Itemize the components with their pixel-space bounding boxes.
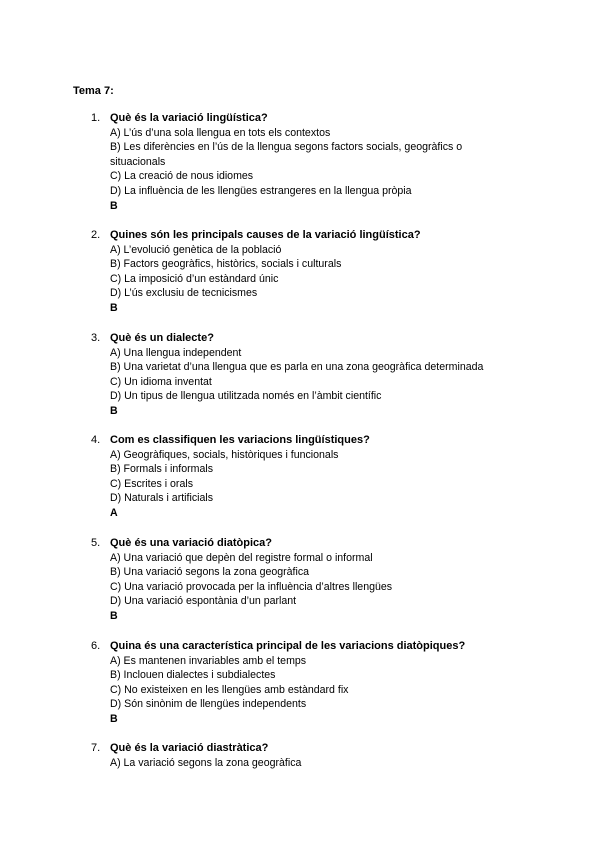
answer-key: B bbox=[110, 301, 118, 314]
option-list bbox=[110, 551, 490, 624]
option-list bbox=[110, 448, 490, 521]
question-text: Què és una variació diatòpica? bbox=[110, 537, 272, 549]
option-list bbox=[110, 126, 490, 214]
option-list bbox=[110, 243, 490, 316]
question-number: 6. bbox=[91, 640, 101, 652]
option-c: C) La creació de nous idiomes bbox=[110, 170, 254, 183]
option-b: B) Formals i informals bbox=[110, 463, 214, 476]
question-number: 7. bbox=[91, 742, 101, 754]
option-a: A) L’evolució genètica de la població bbox=[110, 243, 282, 256]
answer-key: B bbox=[110, 199, 118, 212]
question-text: Què és la variació lingüística? bbox=[110, 112, 268, 124]
option-b: B) Factors geogràfics, històrics, socials i culturals bbox=[110, 258, 342, 271]
option-d: D) Són sinònim de llengües independents bbox=[110, 698, 307, 711]
option-a: A) Geogràfiques, socials, històriques i funcionals bbox=[110, 448, 339, 461]
answer-key: B bbox=[110, 404, 118, 417]
option-d: D) Naturals i artificials bbox=[110, 492, 214, 505]
option-b: B) Les diferències en l’ús de la llengua segons factors socials, geogràfics o situacionals bbox=[110, 141, 463, 168]
option-a: A) La variació segons la zona geogràfica bbox=[110, 756, 302, 769]
option-a: A) Una llengua independent bbox=[110, 346, 242, 359]
option-d: D) La influència de les llengües estrangeres en la llengua pròpia bbox=[110, 184, 412, 197]
option-d: D) L’ús exclusiu de tecnicismes bbox=[110, 287, 258, 300]
option-a: A) Una variació que depèn del registre formal o informal bbox=[110, 551, 373, 564]
option-list bbox=[110, 346, 490, 419]
option-list bbox=[110, 654, 490, 727]
question-text: Com es classifiquen les variacions lingüístiques? bbox=[110, 434, 370, 446]
question-text: Quina és una característica principal de les variacions diatòpiques? bbox=[110, 640, 466, 652]
option-list bbox=[110, 756, 490, 771]
option-c: C) Una variació provocada per la influència d’altres llengües bbox=[110, 580, 393, 593]
question-number: 1. bbox=[91, 112, 101, 124]
option-d: D) Una variació espontània d’un parlant bbox=[110, 595, 297, 608]
question-text: Què és la variació diastràtica? bbox=[110, 742, 269, 754]
option-b: B) Una variació segons la zona geogràfica bbox=[110, 566, 310, 579]
question-number: 5. bbox=[91, 537, 101, 549]
option-c: C) Escrites i orals bbox=[110, 477, 193, 490]
question-text: Què és un dialecte? bbox=[110, 332, 214, 344]
question-number: 4. bbox=[91, 434, 101, 446]
option-c: C) No existeixen en les llengües amb estàndard fix bbox=[110, 683, 349, 696]
option-b: B) Inclouen dialectes i subdialectes bbox=[110, 669, 276, 682]
question-number: 3. bbox=[91, 332, 101, 344]
answer-key: A bbox=[110, 506, 118, 519]
option-a: A) L’ús d’una sola llengua en tots els contextos bbox=[110, 126, 331, 139]
document-title: Tema 7: bbox=[73, 85, 114, 97]
question-number: 2. bbox=[91, 229, 101, 241]
option-c: C) La imposició d’un estàndard únic bbox=[110, 272, 279, 285]
answer-key: B bbox=[110, 712, 118, 725]
option-b: B) Una varietat d’una llengua que es parla en una zona geogràfica determinada bbox=[110, 361, 484, 374]
option-a: A) Es mantenen invariables amb el temps bbox=[110, 654, 307, 667]
option-d: D) Un tipus de llengua utilitzada només en l’àmbit científic bbox=[110, 390, 382, 403]
question-text: Quines són les principals causes de la variació lingüística? bbox=[110, 229, 421, 241]
answer-key: B bbox=[110, 609, 118, 622]
option-c: C) Un idioma inventat bbox=[110, 375, 212, 388]
